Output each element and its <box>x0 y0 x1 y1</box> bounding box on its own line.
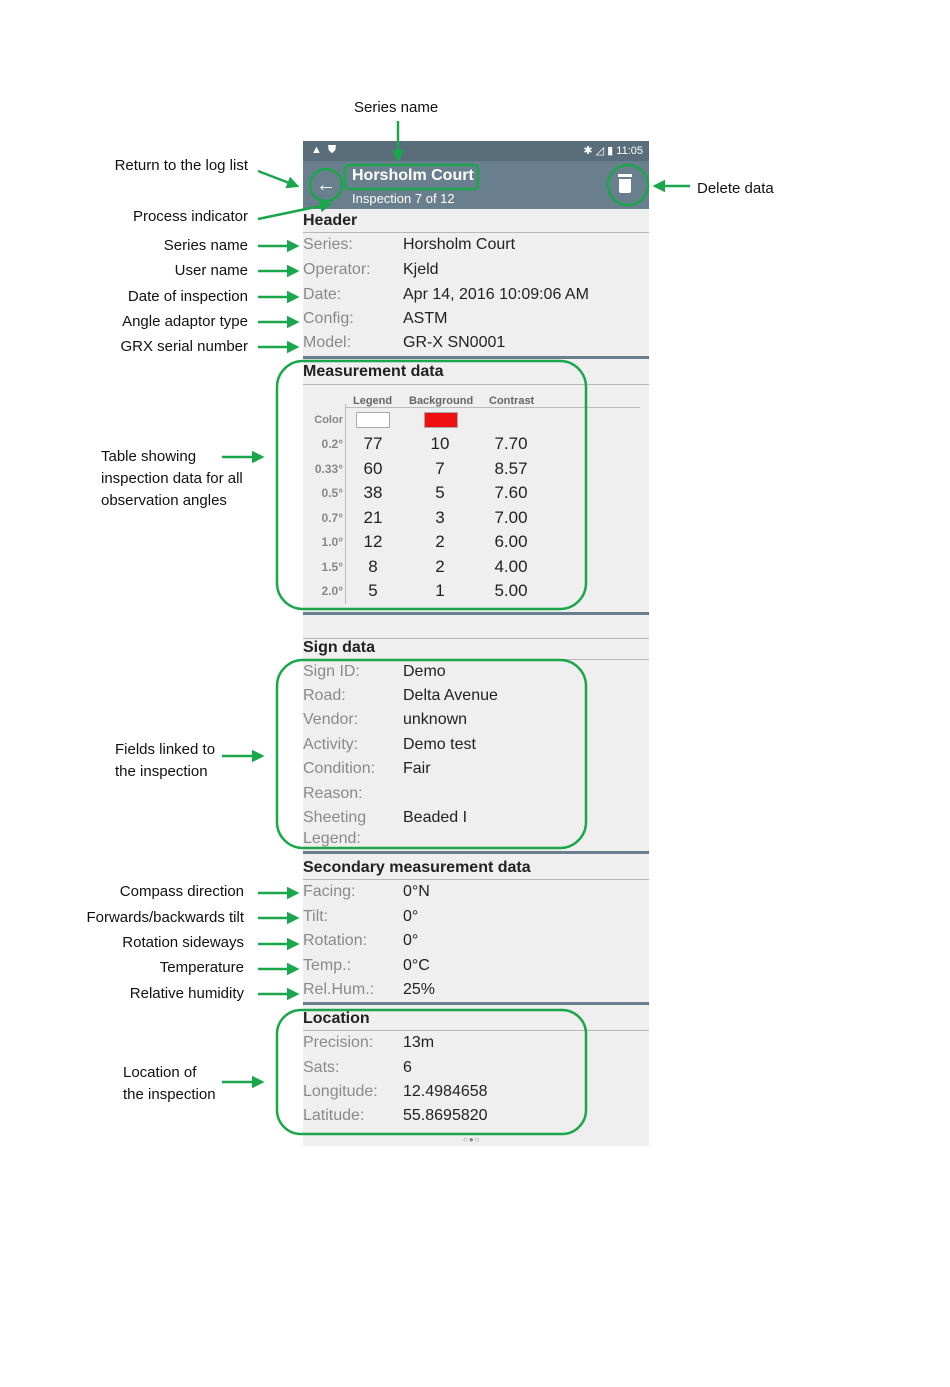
contrast-value-cell: 7.60 <box>494 483 528 502</box>
back-arrow-icon[interactable]: ← <box>316 174 336 196</box>
annotation-humidity: Relative humidity <box>129 985 244 1002</box>
field-label: Latitude: <box>303 1107 365 1124</box>
field-label: Date: <box>303 286 342 303</box>
field-label: Legend: <box>303 830 361 847</box>
contrast-value-cell: 7.70 <box>494 434 528 453</box>
battery-icon: ▮ <box>607 145 614 157</box>
android-icon: ⛊ <box>327 144 343 156</box>
bluetooth-icon: ✱ <box>583 145 593 157</box>
field-value: 12.4984658 <box>403 1083 488 1100</box>
legend-value-cell: 21 <box>363 508 383 527</box>
field-value: Demo test <box>403 736 476 753</box>
annotation-fields-line2: the inspection <box>115 763 208 780</box>
field-value: ASTM <box>403 310 448 327</box>
outline-sign-fields <box>277 660 586 848</box>
measurement-section-title: Measurement data <box>303 363 444 380</box>
background-value-cell: 2 <box>435 532 445 551</box>
field-value: Fair <box>403 760 431 777</box>
field-label: Tilt: <box>303 908 329 925</box>
background-value-cell: 10 <box>430 434 450 453</box>
background-value-cell: 3 <box>435 508 445 527</box>
annotation-table-line1: Table showing <box>101 448 197 465</box>
header-section-title: Header <box>303 212 358 229</box>
field-value: unknown <box>403 711 468 728</box>
angle-cell: 0.2° <box>321 437 343 451</box>
field-value: 0°N <box>403 883 430 900</box>
sign-section-title: Sign data <box>303 639 376 656</box>
outline-delete-button <box>608 165 648 205</box>
annotation-process: Process indicator <box>132 208 248 225</box>
legend-value-cell: 5 <box>368 581 378 600</box>
angle-cell: 0.5° <box>321 486 343 500</box>
background-value-cell: 2 <box>435 557 445 576</box>
field-label: Facing: <box>303 883 356 900</box>
col-header-legend: Legend <box>353 395 393 407</box>
field-label: Road: <box>303 687 346 704</box>
field-value: 25% <box>403 981 436 998</box>
field-label: Longitude: <box>303 1083 378 1100</box>
field-label: Condition: <box>303 760 376 777</box>
field-value: 13m <box>403 1034 435 1051</box>
angle-cell: 1.5° <box>321 560 343 574</box>
annotation-user-name: User name <box>174 262 248 279</box>
contrast-value-cell: 6.00 <box>494 532 528 551</box>
field-label: Rotation: <box>303 932 368 949</box>
field-label: Series: <box>303 236 353 253</box>
field-value: 0° <box>403 908 419 925</box>
contrast-value-cell: 7.00 <box>494 508 528 527</box>
field-label: Rel.Hum.: <box>303 981 375 998</box>
page-dots-indicator: ○●○ <box>463 1135 481 1144</box>
arrow-return <box>258 171 297 186</box>
col-header-contrast: Contrast <box>489 395 535 407</box>
secondary-section-title: Secondary measurement data <box>303 859 531 876</box>
annotation-tilt: Forwards/backwards tilt <box>86 909 244 926</box>
annotation-fields-line1: Fields linked to <box>115 741 216 758</box>
field-label: Temp.: <box>303 957 352 974</box>
field-label: Sats: <box>303 1059 340 1076</box>
series-title: Horsholm Court <box>352 167 474 184</box>
legend-value-cell: 77 <box>363 434 383 453</box>
outline-measurement-table <box>277 361 586 609</box>
contrast-value-cell: 5.00 <box>494 581 528 600</box>
annotation-compass: Compass direction <box>119 883 244 900</box>
outline-location <box>277 1010 586 1134</box>
field-value: GR-X SN0001 <box>403 334 506 351</box>
field-value: Kjeld <box>403 261 439 278</box>
background-value-cell: 5 <box>435 483 445 502</box>
field-value: 0° <box>403 932 419 949</box>
annotation-location-line1: Location of <box>123 1064 197 1081</box>
angle-cell: 0.33° <box>314 462 343 476</box>
annotation-grx: GRX serial number <box>120 338 248 355</box>
annotation-date: Date of inspection <box>127 288 248 305</box>
field-label: Model: <box>303 334 352 351</box>
field-label: Config: <box>303 310 354 327</box>
angle-cell: 0.7° <box>321 511 343 525</box>
annotation-table-line3: observation angles <box>101 492 227 509</box>
contrast-value-cell: 8.57 <box>494 459 528 478</box>
annotation-angle: Angle adaptor type <box>122 313 248 330</box>
field-value: 6 <box>403 1059 412 1076</box>
field-label: Activity: <box>303 736 359 753</box>
clock: 11:05 <box>616 145 643 157</box>
annotation-location-line2: the inspection <box>123 1086 216 1103</box>
legend-value-cell: 12 <box>363 532 383 551</box>
legend-value-cell: 8 <box>368 557 378 576</box>
angle-cell: 2.0° <box>321 584 343 598</box>
annotation-series-name: Series name <box>163 237 248 254</box>
outline-back-button <box>310 169 342 201</box>
annotation-table-line2: inspection data for all <box>101 470 243 487</box>
field-value: 55.8695820 <box>403 1107 488 1124</box>
field-label: Sheeting <box>303 809 367 826</box>
field-value: Horsholm Court <box>403 236 516 253</box>
field-label: Sign ID: <box>303 663 360 680</box>
field-value: 0°C <box>403 957 430 974</box>
warning-icon: ▲ <box>311 144 328 156</box>
location-section-title: Location <box>303 1010 370 1027</box>
color-row-label: Color <box>314 414 343 426</box>
legend-value-cell: 60 <box>363 459 383 478</box>
annotation-delete: Delete data <box>697 180 774 197</box>
annotation-rotation: Rotation sideways <box>122 934 244 951</box>
field-label: Operator: <box>303 261 371 278</box>
outline-series-title <box>345 165 478 189</box>
field-value: Beaded I <box>403 809 468 826</box>
background-value-cell: 7 <box>435 459 445 478</box>
arrow-process <box>258 204 330 219</box>
contrast-value-cell: 4.00 <box>494 557 528 576</box>
progress-indicator: Inspection 7 of 12 <box>352 191 455 206</box>
annotation-return: Return to the log list <box>114 157 248 174</box>
field-label: Precision: <box>303 1034 374 1051</box>
background-value-cell: 1 <box>435 581 445 600</box>
field-label: Reason: <box>303 785 363 802</box>
field-label: Vendor: <box>303 711 359 728</box>
field-value: Delta Avenue <box>403 687 498 704</box>
legend-value-cell: 38 <box>363 483 383 502</box>
angle-cell: 1.0° <box>321 535 343 549</box>
field-value: Apr 14, 2016 10:09:06 AM <box>403 286 589 303</box>
signal-icon: ◿ <box>595 145 605 157</box>
field-value: Demo <box>403 663 446 680</box>
annotation-temperature: Temperature <box>159 959 244 976</box>
col-header-background: Background <box>409 395 474 407</box>
annotation-series-name-top: Series name <box>354 99 439 116</box>
